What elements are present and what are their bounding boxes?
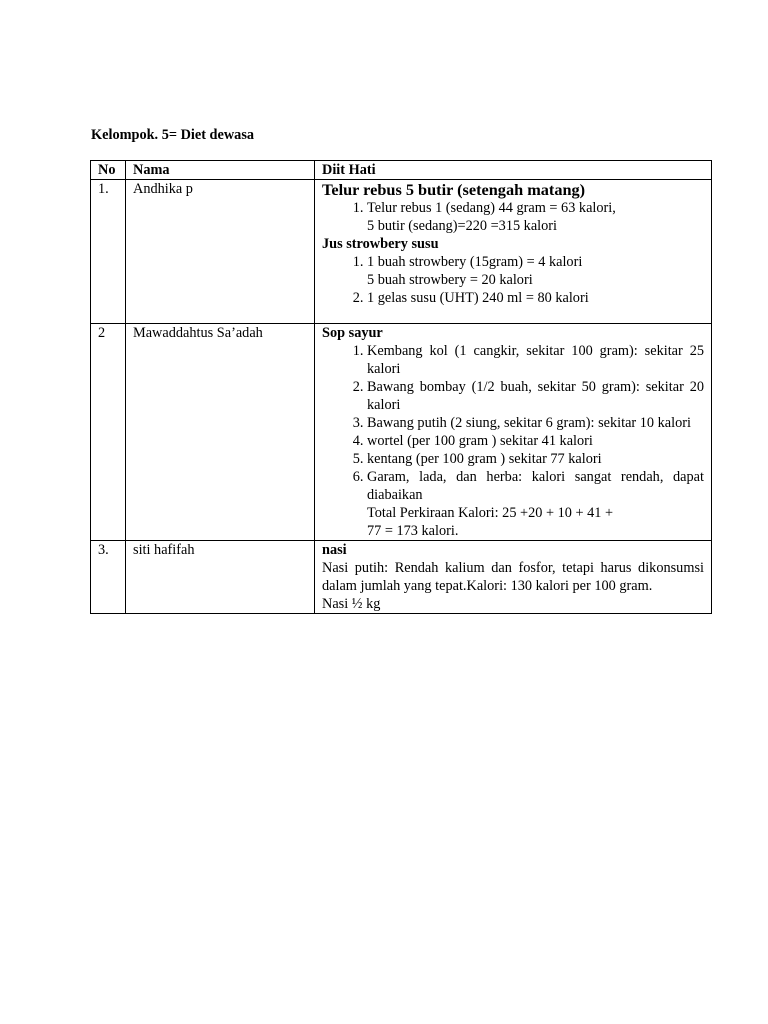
list-item: 1. Kembang kol (1 cangkir, sekitar 100 gram): sekitar 25 kalori bbox=[367, 342, 704, 378]
list-item: 2. Bawang bombay (1/2 buah, sekitar 50 gram): sekitar 20 kalori bbox=[367, 378, 704, 414]
list-item: 6. Garam, lada, dan herba: kalori sangat rendah, dapat diabaikan bbox=[367, 468, 704, 504]
row-diet-cell bbox=[315, 180, 712, 324]
food-list bbox=[322, 199, 704, 217]
food-title: nasi bbox=[322, 542, 347, 558]
row-name: Andhika p bbox=[126, 180, 315, 324]
header-diit: Diit Hati bbox=[315, 161, 712, 180]
list-item bbox=[367, 289, 704, 307]
total-calories-line: 77 = 173 kalori. bbox=[367, 523, 459, 539]
row-number: 2 bbox=[91, 324, 126, 541]
food-list bbox=[322, 253, 704, 307]
row-name: siti hafifah bbox=[126, 541, 315, 614]
row-number: 3. bbox=[91, 541, 126, 614]
header-no: No bbox=[91, 161, 126, 180]
table-row bbox=[91, 541, 712, 614]
row-name: Mawaddahtus Sa’adah bbox=[126, 324, 315, 541]
food-title: Sop sayur bbox=[322, 325, 383, 341]
row-number: 1. bbox=[91, 180, 126, 324]
list-item: 4. wortel (per 100 gram ) sekitar 41 kalori bbox=[367, 432, 704, 450]
food-title: Telur rebus 5 butir (setengah matang) bbox=[322, 180, 586, 199]
food-portion: Nasi ½ kg bbox=[322, 596, 381, 612]
list-item-text: 1 buah strowbery (15gram) = 4 kalori bbox=[367, 254, 583, 270]
list-item bbox=[367, 199, 704, 217]
row-diet-cell bbox=[315, 541, 712, 614]
list-item-continuation: 5 butir (sedang)=220 =315 kalori bbox=[367, 218, 558, 234]
document-title: Kelompok. 5= Diet dewasa bbox=[91, 127, 255, 143]
food-title: Jus strowbery susu bbox=[322, 236, 439, 252]
header-nama: Nama bbox=[126, 161, 315, 180]
total-calories-line: Total Perkiraan Kalori: 25 +20 + 10 + 41 + bbox=[367, 505, 614, 521]
row-diet-cell bbox=[315, 324, 712, 541]
list-item: 3. Bawang putih (2 siung, sekitar 6 gram): sekitar 10 kalori bbox=[367, 414, 704, 432]
list-item: 5. kentang (per 100 gram ) sekitar 77 kalori bbox=[367, 450, 704, 468]
food-description: Nasi putih: Rendah kalium dan fosfor, tetapi harus dikonsumsi dalam jumlah yang tepat.Kalori: 130 kalori per 100 gram. bbox=[322, 560, 704, 594]
table-header-row bbox=[91, 161, 712, 180]
table-row bbox=[91, 180, 712, 324]
list-item-continuation: 5 buah strowbery = 20 kalori bbox=[367, 272, 533, 288]
food-list bbox=[322, 342, 704, 504]
list-item-text: 1 gelas susu (UHT) 240 ml = 80 kalori bbox=[367, 290, 589, 306]
table-row bbox=[91, 324, 712, 541]
list-item bbox=[367, 253, 704, 289]
list-item-text: Telur rebus 1 (sedang) 44 gram = 63 kalori, bbox=[367, 200, 616, 216]
diet-table bbox=[90, 160, 712, 614]
